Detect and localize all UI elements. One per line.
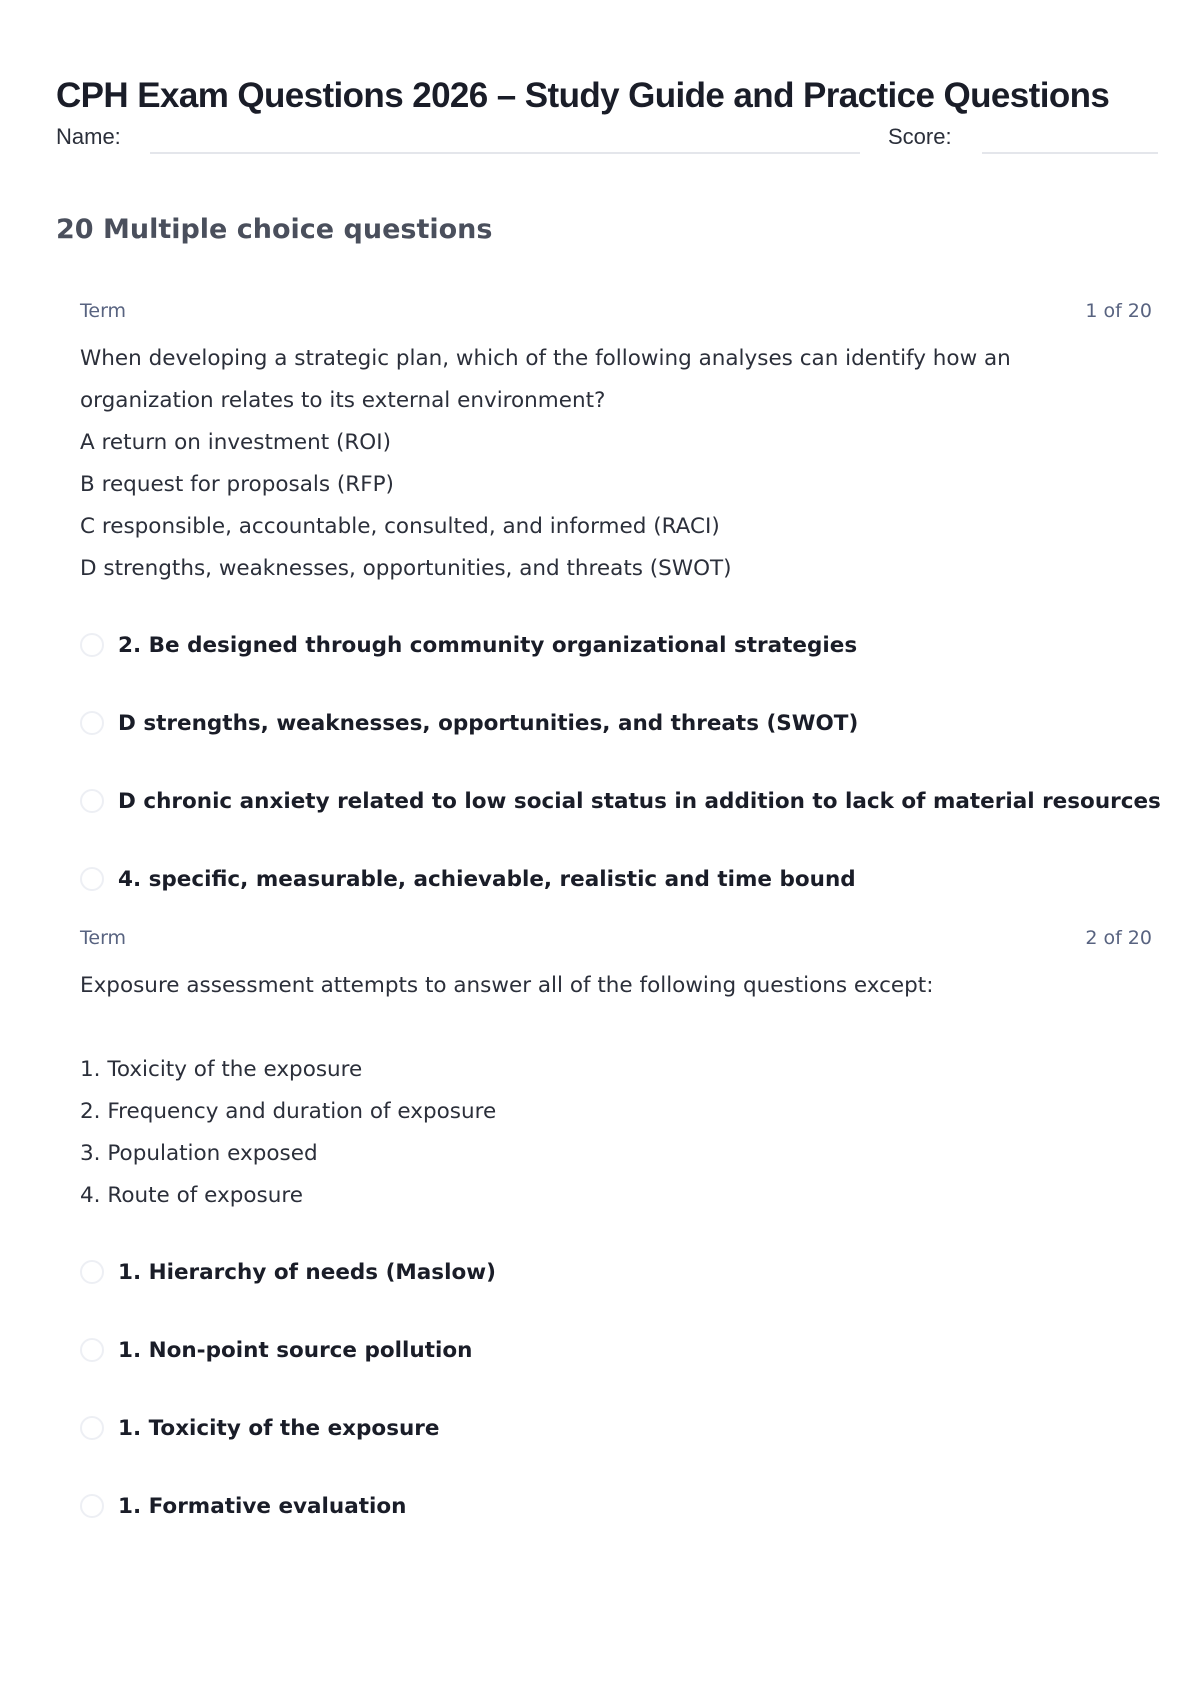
answer-options <box>80 1233 1152 1545</box>
answer-option-label: 2. Be designed through community organizational strategies <box>118 632 858 658</box>
radio-button-icon[interactable] <box>80 1494 104 1518</box>
question-header <box>80 300 1152 326</box>
question-card <box>80 927 1152 1545</box>
radio-button-icon[interactable] <box>80 711 104 735</box>
answer-option[interactable] <box>80 840 1152 918</box>
term-label: Term <box>80 300 127 322</box>
question-header <box>80 927 1152 953</box>
name-label: Name: <box>56 124 121 149</box>
answer-option-label: 1. Toxicity of the exposure <box>118 1415 440 1441</box>
answer-option-label: D chronic anxiety related to low social status in addition to lack of material resources <box>118 788 1161 814</box>
radio-button-icon[interactable] <box>80 1260 104 1284</box>
page-title: CPH Exam Questions 2026 – Study Guide and Practice Questions <box>56 76 1110 115</box>
answer-option[interactable] <box>80 684 1152 762</box>
term-label: Term <box>80 927 127 949</box>
answer-option[interactable] <box>80 1389 1152 1467</box>
section-heading: 20 Multiple choice questions <box>56 214 493 245</box>
radio-button-icon[interactable] <box>80 1416 104 1440</box>
answer-option[interactable] <box>80 762 1161 840</box>
question-counter: 1 of 20 <box>1085 300 1152 322</box>
question-counter: 2 of 20 <box>1085 927 1152 949</box>
answer-option[interactable] <box>80 1233 1152 1311</box>
score-label: Score: <box>888 124 952 149</box>
answer-option-label: D strengths, weaknesses, opportunities, and threats (SWOT) <box>118 710 859 736</box>
answer-option[interactable] <box>80 1467 1152 1545</box>
answer-option-label: 1. Formative evaluation <box>118 1493 407 1519</box>
answer-option-label: 1. Non-point source pollution <box>118 1337 473 1363</box>
name-field-line <box>150 152 860 154</box>
answer-option[interactable] <box>80 606 1152 684</box>
radio-button-icon[interactable] <box>80 789 104 813</box>
question-text: Exposure assessment attempts to answer all of the following questions except: 1. Toxicity of the exposure 2. Frequency and duration of exposure 3. Population exposed 4. Route of exposure <box>80 973 934 1208</box>
answer-option[interactable] <box>80 1311 1152 1389</box>
radio-button-icon[interactable] <box>80 867 104 891</box>
answer-option-label: 4. specific, measurable, achievable, realistic and time bound <box>118 866 856 892</box>
question-card <box>80 300 1161 918</box>
radio-button-icon[interactable] <box>80 633 104 657</box>
score-field-line <box>982 152 1158 154</box>
radio-button-icon[interactable] <box>80 1338 104 1362</box>
answer-option-label: 1. Hierarchy of needs (Maslow) <box>118 1259 496 1285</box>
question-text: When developing a strategic plan, which of the following analyses can identify how an organization relates to its external environment? A return on investment (ROI) B request for proposals (RFP) C responsible, accountable, consulted, and informed (RACI) D strengths, weaknesses, opportunities, and threats (SWOT) <box>80 346 1011 581</box>
answer-options <box>80 606 1161 918</box>
